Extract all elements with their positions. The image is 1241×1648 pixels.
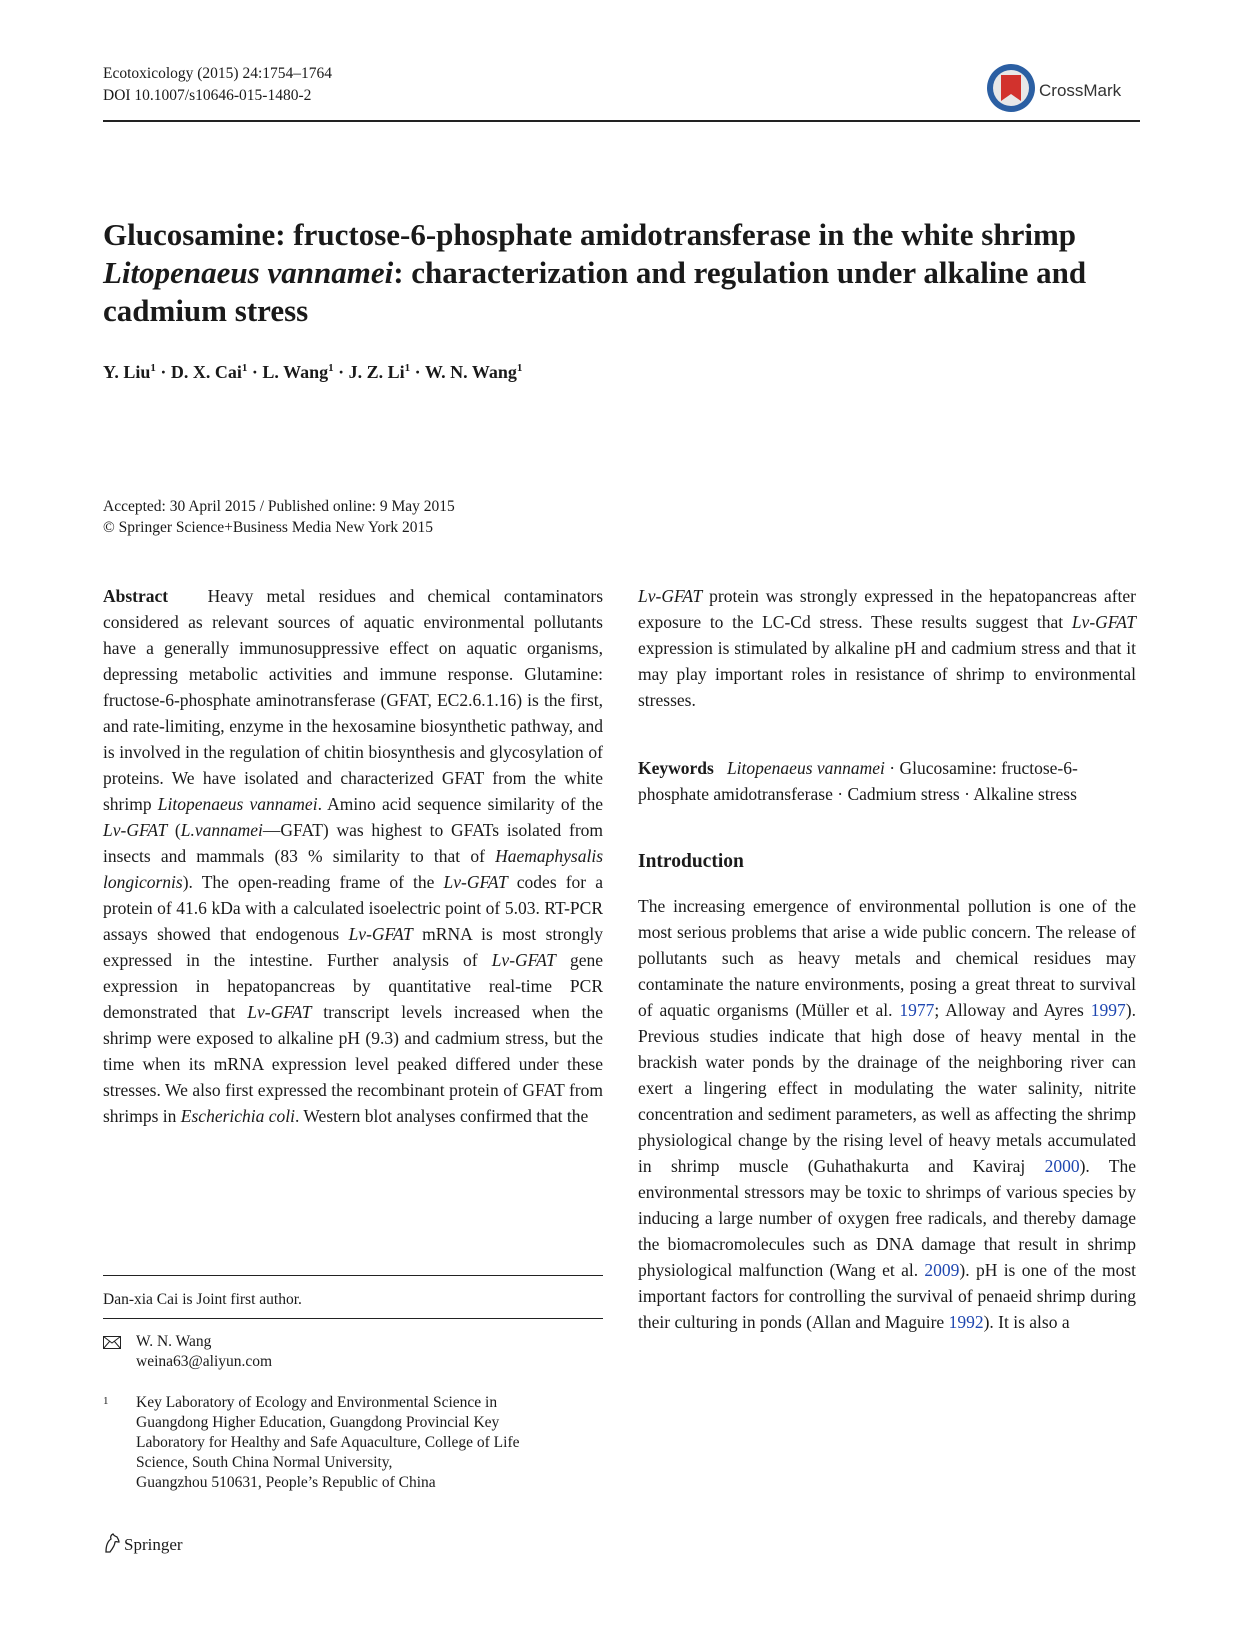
- author-name[interactable]: J. Z. Li: [348, 362, 405, 382]
- crossmark-badge[interactable]: [986, 60, 1138, 116]
- introduction-heading: Introduction: [638, 851, 744, 872]
- corresponding-email[interactable]: weina63@aliyun.com: [136, 1353, 273, 1370]
- citation-link[interactable]: 1992: [948, 1312, 984, 1332]
- affiliation-line: Science, South China Normal University,: [136, 1454, 393, 1471]
- author-separator: ·: [247, 362, 263, 382]
- envelope-icon: [103, 1336, 121, 1349]
- keywords: Keywords Litopenaeus vannamei · Glucosamine: fructose-6-phosphate amidotransferase · Cadmium stress · Alkaline stress: [638, 758, 1078, 804]
- springer-logo: [103, 1533, 183, 1555]
- author-name[interactable]: D. X. Cai: [170, 362, 242, 382]
- affiliation-line: Laboratory for Healthy and Safe Aquaculture, College of Life: [136, 1434, 520, 1451]
- joint-author-note: Dan-xia Cai is Joint first author.: [103, 1291, 302, 1308]
- affiliation-line: Guangzhou 510631, People’s Republic of China: [136, 1474, 436, 1491]
- author-list: [103, 362, 522, 383]
- author-separator: ·: [155, 362, 171, 382]
- affiliation-line: Guangdong Higher Education, Guangdong Provincial Key: [136, 1414, 500, 1431]
- citation-link[interactable]: 1997: [1090, 1000, 1126, 1020]
- doi[interactable]: DOI 10.1007/s10646-015-1480-2: [103, 87, 312, 104]
- introduction-text: The increasing emergence of environmental pollution is one of the most serious problems that arise a wide public concern. The release of pollutants such as heavy metals and chemical residues may contaminate the nature environments, posing a great threat to survival of aquatic organisms (Müller et al. 1977; Alloway and Ayres 1997). Previous studies indicate that high dose of heavy mental in the brackish water ponds by the drainage of the neighboring river can exert a lingering effect in modulating the water salinity, nitrite concentration and sediment parameters, as well as affecting the shrimp physiological change by the rising level of heavy metals accumulated in shrimp muscle (Guhathakurta and Kaviraj 2000). The environmental stressors may be toxic to shrimps of various species by inducing a large number of oxygen free radicals, and thereby damage the biomacromolecules such as DNA damage that result in shrimp physiological malfunction (Wang et al. 2009). pH is one of the most important factors for controlling the survival of penaeid shrimp during their culturing in ponds (Allan and Maguire 1992). It is also a: [638, 896, 1136, 1332]
- right-column: [638, 583, 1136, 1335]
- abstract-continued: Lv-GFAT protein was strongly expressed in the hepatopancreas after exposure to the LC-Cd stress. These results suggest that Lv-GFAT expression is stimulated by alkaline pH and cadmium stress and that it may play important roles in resistance of shrimp to environmental stresses.: [638, 586, 1136, 710]
- header-rule: [103, 120, 1140, 122]
- author-affiliation-mark: 1: [404, 362, 411, 374]
- affiliation-line: Key Laboratory of Ecology and Environmental Science in: [136, 1394, 498, 1411]
- affiliation-number: 1: [103, 1395, 109, 1407]
- springer-horse-icon: [103, 1533, 121, 1553]
- author-separator: ·: [333, 362, 349, 382]
- keywords-label: Keywords: [638, 758, 714, 778]
- article-title: Glucosamine: fructose-6-phosphate amidotransferase in the white shrimp Litopenaeus vannamei: characterization and regulation under alkaline and cadmium stress: [103, 217, 1087, 328]
- copyright: © Springer Science+Business Media New York 2015: [103, 519, 434, 536]
- citation-link[interactable]: 2000: [1044, 1156, 1080, 1176]
- abstract: Abstract Heavy metal residues and chemical contaminators considered as relevant sources of aquatic environmental pollutants have a generally immunosuppressive effect on aquatic organisms, depressing metabolic activities and immune response. Glutamine: fructose-6-phosphate aminotransferase (GFAT, EC2.6.1.16) is the first, and rate-limiting, enzyme in the hexosamine biosynthetic pathway, and is involved in the regulation of chitin biosynthesis and glycosylation of proteins. We have isolated and characterized GFAT from the white shrimp Litopenaeus vannamei. Amino acid sequence similarity of the Lv-GFAT (L.vannamei—GFAT) was highest to GFATs isolated from insects and mammals (83 % similarity to that of Haemaphysalis longicornis). The open-reading frame of the Lv-GFAT codes for a protein of 41.6 kDa with a calculated isoelectric point of 5.03. RT-PCR assays showed that endogenous Lv-GFAT mRNA is most strongly expressed in the intestine. Further analysis of Lv-GFAT gene expression in hepatopancreas by quantitative real-time PCR demonstrated that Lv-GFAT transcript levels increased when the shrimp were exposed to alkaline pH (9.3) and cadmium stress, but the time when its mRNA expression level peaked differed under these stresses. We also first expressed the recombinant protein of GFAT from shrimps in Escherichia coli. Western blot analyses confirmed that the: [103, 586, 604, 1126]
- journal-citation: Ecotoxicology (2015) 24:1754–1764: [103, 65, 333, 82]
- springer-label: Springer: [124, 1535, 183, 1554]
- publication-dates: Accepted: 30 April 2015 / Published online: 9 May 2015: [103, 498, 455, 515]
- author-separator: ·: [410, 362, 425, 382]
- citation-link[interactable]: 1977: [899, 1000, 935, 1020]
- author-affiliation-mark: 1: [328, 362, 334, 374]
- author-name[interactable]: L. Wang: [262, 362, 329, 382]
- footnote-rule: [103, 1318, 603, 1319]
- author-name[interactable]: W. N. Wang: [424, 362, 517, 382]
- crossmark-icon: [986, 63, 1036, 113]
- author-name[interactable]: Y. Liu: [103, 362, 151, 382]
- citation-link[interactable]: 2009: [924, 1260, 960, 1280]
- author-affiliation-mark: 1: [241, 362, 248, 374]
- author-affiliation-mark: 1: [516, 362, 523, 374]
- crossmark-label: CrossMark: [1039, 81, 1122, 100]
- abstract-label: Abstract: [103, 586, 169, 606]
- author-affiliation-mark: 1: [150, 362, 156, 374]
- corresponding-name: W. N. Wang: [136, 1333, 212, 1350]
- footnote-rule: [103, 1275, 603, 1276]
